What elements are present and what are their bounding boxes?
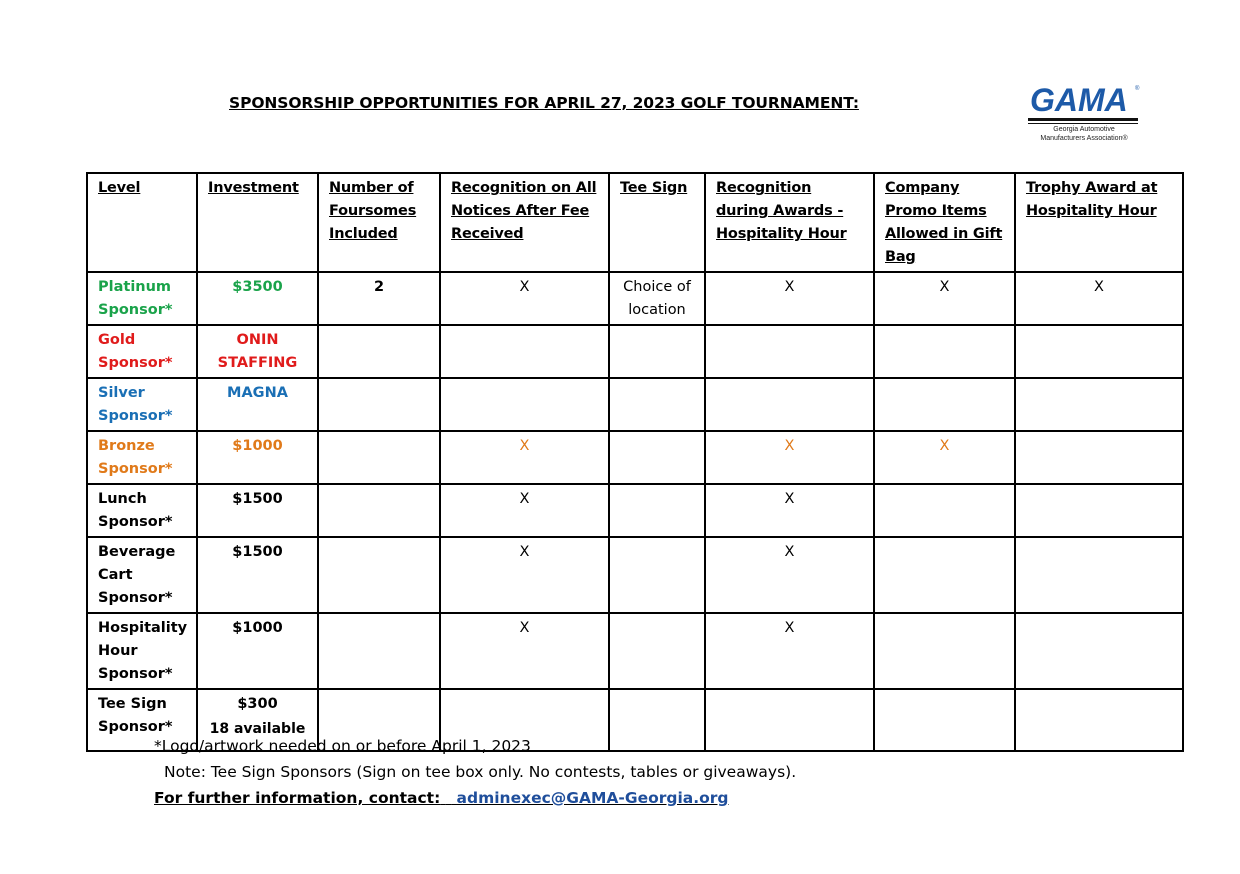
contact-label: For further information, contact: [154,789,441,807]
table-body [87,272,1183,751]
cell-awards: X [705,613,874,689]
cell-trophy [1015,325,1183,378]
table-row [87,378,1183,431]
investment-availability: 18 available [209,721,306,737]
header-foursomes: Number of Foursomes Included [318,173,440,272]
cell-tee-sign [609,378,705,431]
table-row [87,537,1183,613]
cell-level: Lunch Sponsor* [87,484,197,537]
cell-trophy [1015,613,1183,689]
logo-registered-mark: ® [1135,86,1140,92]
cell-foursomes [318,325,440,378]
gama-logo [1028,84,1140,148]
cell-awards: X [705,272,874,325]
cell-trophy [1015,378,1183,431]
header-promo: Company Promo Items Allowed in Gift Bag [874,173,1015,272]
tee-sign-note: Note: Tee Sign Sponsors (Sign on tee box only. No contests, tables or giveaways). [164,763,797,781]
cell-promo [874,613,1015,689]
logo-deadline-note: *Logo/artwork needed on or before April 1, 2023 [154,737,531,755]
cell-trophy [1015,537,1183,613]
cell-awards [705,325,874,378]
cell-trophy: X [1015,272,1183,325]
table-row [87,325,1183,378]
cell-notices: X [440,613,609,689]
cell-investment [197,431,318,484]
header-investment: Investment [197,173,318,272]
cell-notices: X [440,484,609,537]
logo-subtitle-line2: Manufacturers Association® [1040,135,1128,142]
footer-notes [154,733,796,811]
cell-tee-sign [609,537,705,613]
cell-level: Beverage Cart Sponsor* [87,537,197,613]
cell-level: Hospitality Hour Sponsor* [87,613,197,689]
logo-underline-thin [1028,123,1138,124]
cell-tee-sign [609,325,705,378]
cell-foursomes [318,484,440,537]
cell-trophy [1015,484,1183,537]
logo-wordmark: GAMA [1030,82,1128,118]
cell-level: Bronze Sponsor* [87,431,197,484]
cell-tee-sign: Choice of location [609,272,705,325]
cell-investment [197,613,318,689]
cell-notices [440,325,609,378]
cell-investment [197,484,318,537]
table-row [87,484,1183,537]
logo-underline [1028,118,1138,121]
table-row [87,613,1183,689]
cell-tee-sign [609,613,705,689]
cell-tee-sign [609,431,705,484]
cell-promo: X [874,431,1015,484]
cell-foursomes [318,613,440,689]
cell-level: Platinum Sponsor* [87,272,197,325]
cell-promo [874,325,1015,378]
cell-awards: X [705,537,874,613]
cell-investment [197,272,318,325]
investment-value: $300 [237,696,278,712]
table-row [87,431,1183,484]
investment-value: MAGNA [227,385,288,401]
cell-trophy [1015,431,1183,484]
contact-line [154,785,796,811]
cell-awards: X [705,484,874,537]
sponsorship-table [86,172,1184,752]
cell-notices: X [440,272,609,325]
header-tee-sign: Tee Sign [609,173,705,272]
cell-promo [874,484,1015,537]
cell-foursomes: 2 [318,272,440,325]
cell-notices: X [440,431,609,484]
header-trophy: Trophy Award at Hospitality Hour [1015,173,1183,272]
investment-value: $1500 [232,491,283,507]
cell-level: Silver Sponsor* [87,378,197,431]
cell-investment [197,537,318,613]
cell-investment [197,378,318,431]
investment-value: $1000 [232,620,283,636]
header-awards: Recognition during Awards - Hospitality Hour [705,173,874,272]
logo-subtitle [1028,125,1140,143]
investment-value: $3500 [232,279,283,295]
header-level: Level [87,173,197,272]
cell-investment [197,325,318,378]
cell-tee-sign [609,484,705,537]
cell-foursomes [318,431,440,484]
investment-value: $1000 [232,438,283,454]
cell-promo [874,689,1015,751]
investment-value: ONIN STAFFING [217,332,298,371]
table-header-row [87,173,1183,272]
cell-level: Gold Sponsor* [87,325,197,378]
cell-notices [440,378,609,431]
cell-foursomes [318,378,440,431]
cell-awards: X [705,431,874,484]
page-title: SPONSORSHIP OPPORTUNITIES FOR APRIL 27, 2023 GOLF TOURNAMENT: [229,94,859,112]
investment-value: $1500 [232,544,283,560]
header-notices: Recognition on All Notices After Fee Received [440,173,609,272]
contact-email-link[interactable]: adminexec@GAMA-Georgia.org [456,789,729,807]
cell-trophy [1015,689,1183,751]
cell-foursomes [318,537,440,613]
cell-level: Tee Sign Sponsor* [87,689,197,751]
cell-awards [705,378,874,431]
logo-subtitle-line1: Georgia Automotive [1053,126,1115,133]
cell-notices: X [440,537,609,613]
cell-promo [874,537,1015,613]
cell-promo: X [874,272,1015,325]
cell-promo [874,378,1015,431]
table-row [87,272,1183,325]
